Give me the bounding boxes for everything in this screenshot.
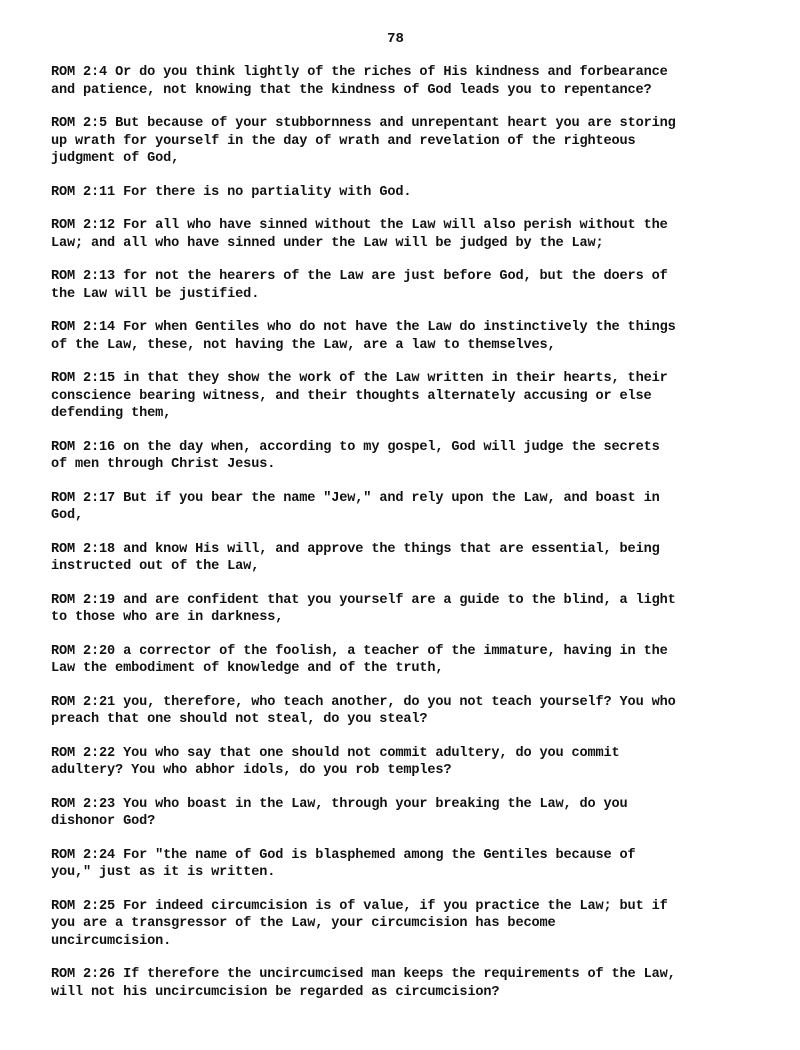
verse-reference: ROM 2:18	[51, 541, 116, 557]
verse-text: you, therefore, who teach another, do you not teach yourself? You who preach that one should not steal, do you steal?	[51, 694, 676, 727]
verse-reference: ROM 2:23	[51, 796, 116, 812]
verse-text: Or do you think lightly of the riches of His kindness and forbearance and patience, not knowing that the kindness of God leads you to repentance?	[51, 65, 668, 98]
verse-reference: ROM 2:24	[51, 847, 116, 863]
verse	[51, 796, 740, 831]
verse-text: For indeed circumcision is of value, if you practice the Law; but if you are a transgressor of the Law, your circumcision has become uncircumcision.	[51, 898, 668, 949]
verse	[51, 898, 740, 951]
verse-reference: ROM 2:15	[51, 371, 116, 386]
verse	[51, 184, 740, 202]
verse-text: You who say that one should not commit adultery, do you commit adultery? You who abhor idols, do you rob temples?	[51, 745, 620, 778]
verse	[51, 64, 740, 99]
verse	[51, 115, 740, 168]
verse-reference: ROM 2:25	[51, 898, 116, 914]
verse-reference: ROM 2:14	[51, 320, 116, 335]
verse	[51, 217, 740, 252]
verse	[51, 847, 740, 882]
verse	[51, 643, 740, 678]
verse	[51, 592, 740, 627]
verse-reference: ROM 2:16	[51, 439, 116, 455]
verse-list	[51, 64, 740, 1001]
verse-text: For there is no partiality with God.	[123, 184, 412, 200]
verse-reference: ROM 2:19	[51, 592, 116, 608]
verse-reference: ROM 2:11	[51, 184, 116, 200]
verse	[51, 370, 740, 423]
verse-text: If therefore the uncircumcised man keeps the requirements of the Law, will not his uncircumcision be regarded as circumcision?	[51, 967, 676, 1000]
verse-text: and are confident that you yourself are a guide to the blind, a light to those who are in darkness,	[51, 592, 676, 625]
verse-reference: ROM 2:21	[51, 694, 116, 710]
verse	[51, 490, 740, 525]
verse-text: and know His will, and approve the things that are essential, being instructed out of the Law,	[51, 541, 660, 574]
verse-text: in that they show the work of the Law written in their hearts, their conscience bearing witness, and their thoughts alternately accusing or else defending them,	[51, 371, 668, 421]
verse	[51, 439, 740, 474]
verse-text: For all who have sinned without the Law will also perish without the Law; and all who have sinned under the Law will be judged by the Law;	[51, 218, 668, 251]
verse-text: For when Gentiles who do not have the Law do instinctively the things of the Law, these, not having the Law, are a law to themselves,	[51, 320, 676, 353]
verse	[51, 966, 740, 1001]
verse	[51, 541, 740, 576]
verse-text: But if you bear the name "Jew," and rely upon the Law, and boast in God,	[51, 490, 660, 523]
verse-text: a corrector of the foolish, a teacher of the immature, having in the Law the embodiment of knowledge and of the truth,	[51, 643, 668, 676]
verse-reference: ROM 2:26	[51, 967, 116, 982]
verse-reference: ROM 2:4	[51, 65, 108, 80]
verse-reference: ROM 2:5	[51, 116, 108, 131]
verse-reference: ROM 2:17	[51, 490, 116, 506]
verse-reference: ROM 2:22	[51, 745, 116, 761]
verse-reference: ROM 2:20	[51, 643, 116, 659]
verse-reference: ROM 2:12	[51, 218, 116, 233]
verse	[51, 694, 740, 729]
verse-text: on the day when, according to my gospel, God will judge the secrets of men through Christ Jesus.	[51, 439, 660, 472]
verse-reference: ROM 2:13	[51, 269, 116, 284]
verse	[51, 745, 740, 780]
verse-text: for not the hearers of the Law are just before God, but the doers of the Law will be justified.	[51, 269, 668, 302]
verse-text: But because of your stubbornness and unrepentant heart you are storing up wrath for yourself in the day of wrath and revelation of the righteous judgment of God,	[51, 116, 676, 166]
page-number: 78	[387, 31, 404, 47]
verse-text: You who boast in the Law, through your breaking the Law, do you dishonor God?	[51, 796, 628, 829]
verse-text: For "the name of God is blasphemed among the Gentiles because of you," just as it is written.	[51, 847, 636, 880]
verse	[51, 319, 740, 354]
verse	[51, 268, 740, 303]
